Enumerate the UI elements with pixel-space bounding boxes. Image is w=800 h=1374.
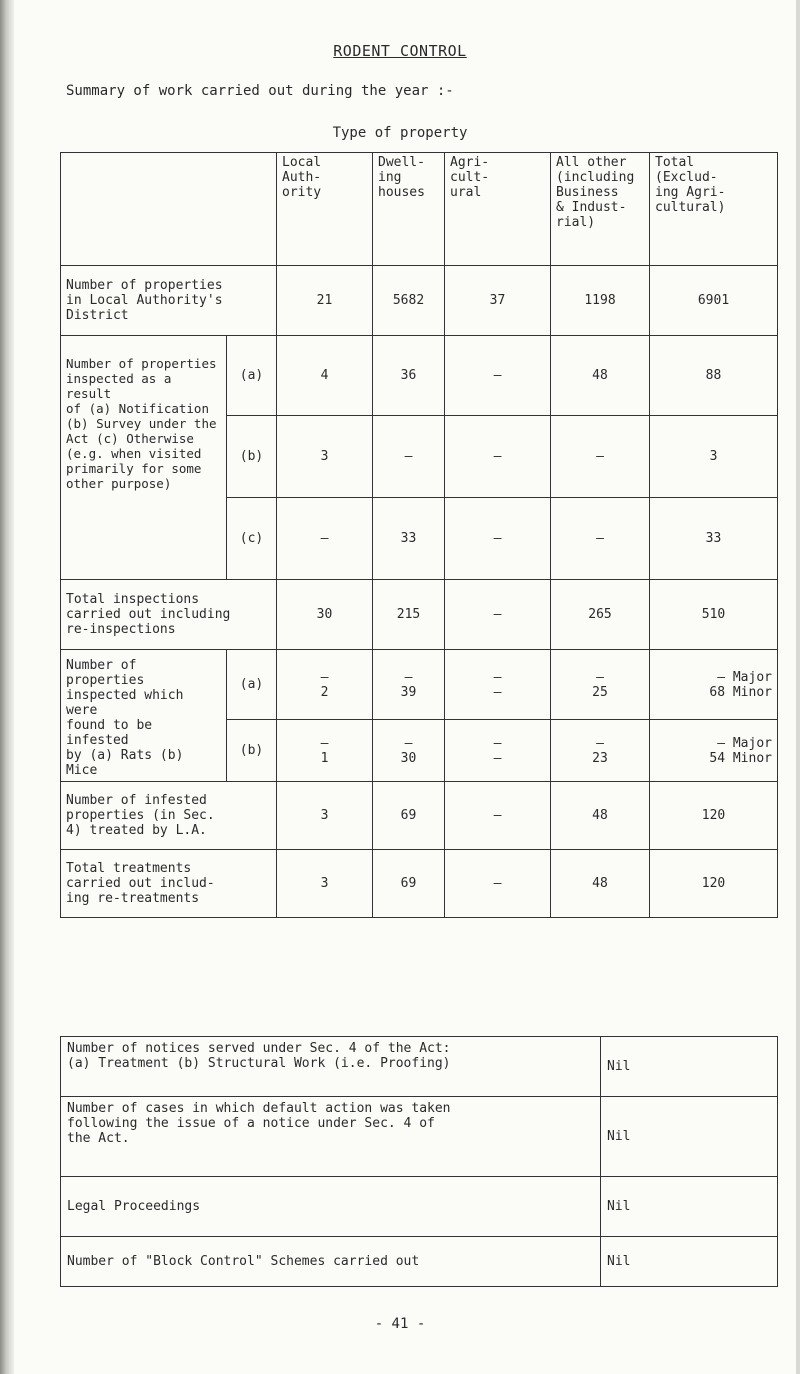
summary-value: Nil	[601, 1237, 778, 1287]
row-label-total-treatments: Total treatments carried out includ- ing re-treatments	[61, 850, 277, 918]
page-title: RODENT CONTROL	[333, 42, 467, 60]
cell: –	[445, 850, 551, 918]
cell-value: 68 Minor	[709, 684, 772, 700]
cell: 69	[373, 850, 445, 918]
header-agricultural: Agri- cult- ural	[445, 153, 551, 266]
cell: 265	[551, 580, 650, 650]
cell-value: 25	[592, 684, 608, 700]
summary-value: Nil	[601, 1177, 778, 1237]
cell: 215	[373, 580, 445, 650]
cell-value: 23	[592, 750, 608, 766]
cell	[373, 650, 445, 720]
cell-top: –	[596, 735, 604, 751]
cell	[650, 720, 778, 782]
cell-top: – Major	[717, 669, 772, 685]
cell: –	[551, 498, 650, 580]
row-label-total-inspections: Total inspections carried out including re-inspections	[61, 580, 277, 650]
summary-value: Nil	[601, 1097, 778, 1177]
cell: 4	[277, 336, 373, 416]
cell-top: –	[404, 735, 413, 751]
table-row	[61, 782, 778, 850]
cell: 69	[373, 782, 445, 850]
cell: 88	[650, 336, 778, 416]
summary-table	[60, 1036, 778, 1287]
subtitle: Summary of work carried out during the year :-	[66, 83, 454, 99]
cell: 3	[277, 850, 373, 918]
sub-mark: (a)	[227, 336, 277, 416]
header-row	[61, 153, 778, 266]
row-label-treated: Number of infested properties (in Sec. 4) treated by L.A.	[61, 782, 277, 850]
summary-value: Nil	[601, 1037, 778, 1097]
cell: –	[373, 416, 445, 498]
cell	[445, 650, 551, 720]
cell: 120	[650, 782, 778, 850]
rodent-control-table	[60, 152, 778, 918]
table-row	[61, 336, 778, 416]
sub-mark: (c)	[227, 498, 277, 580]
cell	[650, 650, 778, 720]
type-of-property-heading: Type of property	[332, 125, 468, 141]
cell-top: –	[596, 669, 604, 685]
cell: –	[445, 498, 551, 580]
cell-value: 39	[400, 684, 417, 700]
table-row	[61, 1097, 778, 1177]
cell: 510	[650, 580, 778, 650]
cell-top: –	[493, 735, 502, 751]
cell	[551, 720, 650, 782]
row-label-infested: Number of properties inspected which were found to be infested by (a) Rats (b) Mice	[61, 650, 227, 782]
cell: 36	[373, 336, 445, 416]
cell: 5682	[373, 266, 445, 336]
table-row	[61, 1237, 778, 1287]
cell-value: 30	[400, 750, 417, 766]
table-row	[61, 850, 778, 918]
table-row	[61, 650, 778, 720]
cell: 33	[650, 498, 778, 580]
header-other: All other (including Business & Indust- rial)	[551, 153, 650, 266]
cell: 120	[650, 850, 778, 918]
cell: 3	[277, 782, 373, 850]
cell: 33	[373, 498, 445, 580]
cell: 1198	[551, 266, 650, 336]
table-row	[61, 1037, 778, 1097]
cell: 37	[445, 266, 551, 336]
header-total: Total (Exclud- ing Agri- cultural)	[650, 153, 778, 266]
cell-value: –	[493, 684, 502, 700]
cell: 3	[277, 416, 373, 498]
cell: –	[551, 416, 650, 498]
scan-edge-shadow	[0, 0, 14, 1374]
cell: 48	[551, 850, 650, 918]
cell: –	[445, 580, 551, 650]
row-label-inspected: Number of properties inspected as a result of (a) Notification (b) Survey under the Act (c) Otherwise (e.g. when visited primarily for some other purpose)	[61, 336, 227, 580]
cell-top: – Major	[717, 735, 772, 751]
summary-label: Legal Proceedings	[61, 1177, 601, 1237]
cell	[277, 650, 373, 720]
summary-label: Number of notices served under Sec. 4 of the Act: (a) Treatment (b) Structural Work (i.e. Proofing)	[61, 1037, 601, 1097]
cell	[277, 720, 373, 782]
cell-value: 2	[320, 684, 329, 700]
cell: 21	[277, 266, 373, 336]
header-blank	[61, 153, 277, 266]
cell-top: –	[320, 735, 329, 751]
cell: 6901	[650, 266, 778, 336]
cell-value: 1	[320, 750, 329, 766]
cell-value: –	[493, 750, 502, 766]
cell: –	[277, 498, 373, 580]
cell-top: –	[493, 669, 502, 685]
table-row	[61, 1177, 778, 1237]
cell	[373, 720, 445, 782]
cell: 48	[551, 336, 650, 416]
header-local-authority: Local Auth- ority	[277, 153, 373, 266]
table-row	[61, 266, 778, 336]
cell-top: –	[404, 669, 413, 685]
cell: 3	[650, 416, 778, 498]
cell: 30	[277, 580, 373, 650]
cell: –	[445, 336, 551, 416]
summary-label: Number of cases in which default action was taken following the issue of a notice under Sec. 4 of the Act.	[61, 1097, 601, 1177]
sub-mark: (b)	[227, 416, 277, 498]
cell	[551, 650, 650, 720]
cell	[445, 720, 551, 782]
cell: –	[445, 416, 551, 498]
sub-mark: (b)	[227, 720, 277, 782]
row-label-properties: Number of properties in Local Authority's District	[61, 266, 277, 336]
cell: –	[445, 782, 551, 850]
sub-mark: (a)	[227, 650, 277, 720]
cell-top: –	[320, 669, 329, 685]
cell-value: 54 Minor	[709, 750, 772, 766]
cell: 48	[551, 782, 650, 850]
page-number: - 41 -	[374, 1316, 426, 1332]
scan-edge-right	[796, 0, 800, 1374]
summary-label: Number of "Block Control" Schemes carried out	[61, 1237, 601, 1287]
table-row	[61, 580, 778, 650]
header-dwelling: Dwell- ing houses	[373, 153, 445, 266]
